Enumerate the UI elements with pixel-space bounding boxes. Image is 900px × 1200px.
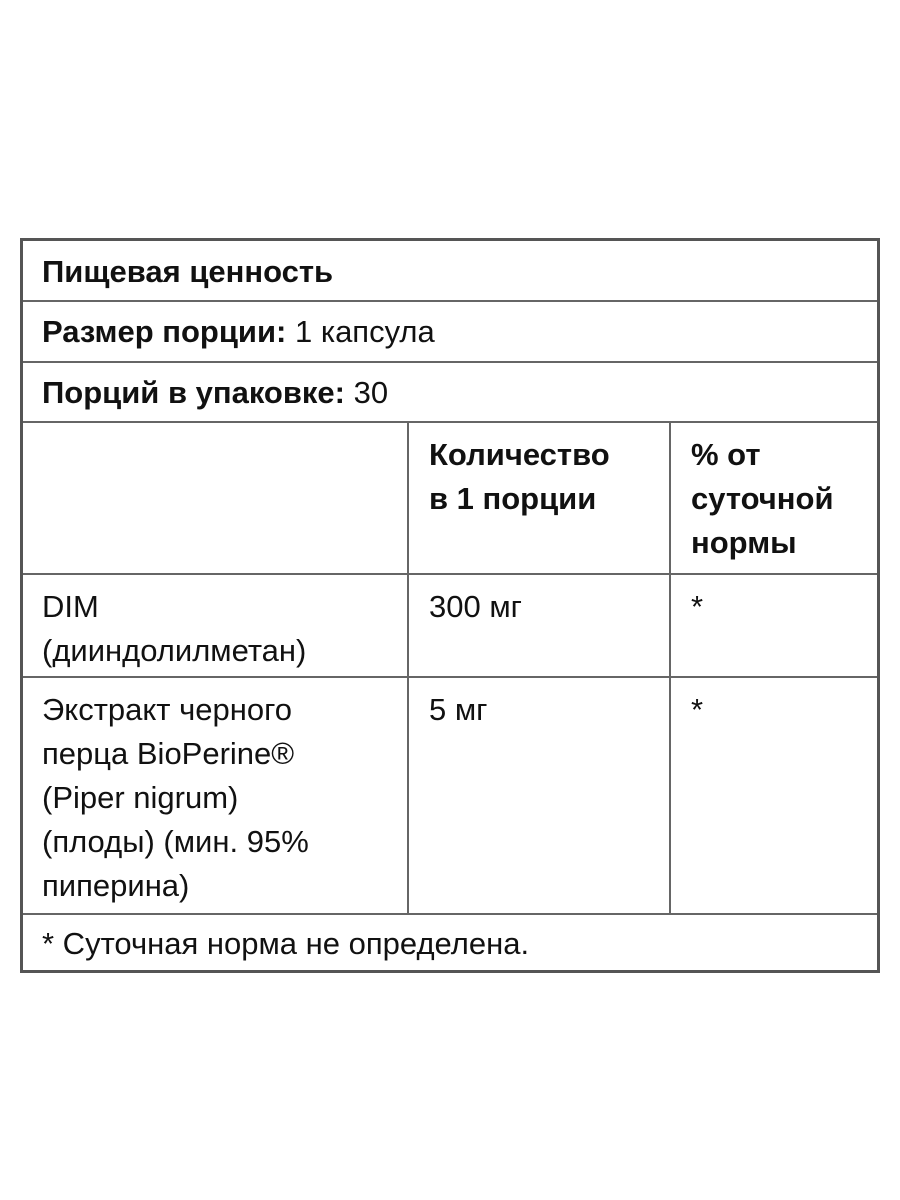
servings-per-container-label: Порций в упаковке: — [42, 375, 345, 410]
footnote: * Суточная норма не определена. — [42, 926, 530, 961]
serving-size — [42, 314, 435, 350]
header-amount: Количество в 1 порции — [407, 423, 669, 573]
servings-per-container-value: 30 — [353, 375, 389, 410]
ingredient-daily-value: * — [669, 678, 877, 913]
panel-title: Пищевая ценность — [42, 254, 334, 289]
header-ingredient — [23, 423, 407, 573]
title-row — [23, 241, 877, 302]
table-row — [23, 575, 877, 678]
ingredient-daily-value: * — [669, 575, 877, 676]
ingredient-name: Экстракт черного перца BioPerine® (Piper nigrum) (плоды) (мин. 95% пиперина) — [42, 692, 309, 903]
servings-per-container — [42, 375, 388, 411]
servings-per-container-row — [23, 363, 877, 423]
ingredient-name: DIM (дииндолилметан) — [42, 589, 307, 668]
nutrition-facts-panel — [20, 238, 880, 973]
ingredient-amount: 300 мг — [407, 575, 669, 676]
serving-size-label: Размер порции: — [42, 314, 287, 349]
footnote-row — [23, 915, 877, 973]
ingredient-amount: 5 мг — [407, 678, 669, 913]
header-daily-value: % от суточной нормы — [669, 423, 877, 573]
serving-size-value: 1 капсула — [294, 314, 435, 349]
table-row — [23, 678, 877, 915]
serving-size-row — [23, 302, 877, 363]
table-header-row — [23, 423, 877, 575]
